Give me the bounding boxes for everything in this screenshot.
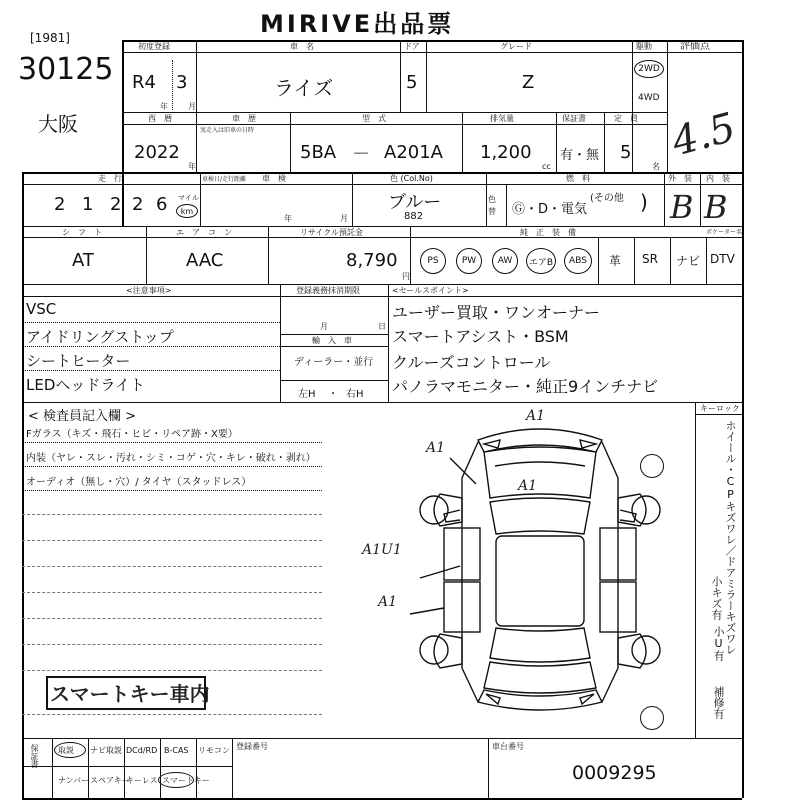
header-displacement: 排気量 [490, 114, 514, 123]
color-number: 882 [404, 211, 424, 222]
interior-grade: B [704, 188, 728, 226]
note-4: LEDヘッドライト [26, 376, 145, 394]
header-equip-note: ポケーター名 [706, 229, 743, 236]
margin-circle-top [640, 454, 664, 478]
bottom-navi-manual: ナビ取説 [90, 746, 122, 755]
bottom-smart-key-circle [158, 772, 194, 788]
bottom-remote: リモコン [198, 746, 230, 755]
lr-separator: ・ [328, 389, 338, 400]
smart-key-stamp-text: スマートキー車内 [50, 682, 210, 706]
equip-aw: AW [492, 248, 518, 274]
header-model-year: 西 暦 [148, 114, 172, 123]
year-code: [1981] [30, 31, 70, 45]
header-recycle: リサイクル預託金 [300, 228, 363, 237]
chassis-number: 0009295 [572, 762, 657, 784]
margin-circle-bottom [640, 706, 664, 730]
bottom-cd-rd: DCd/RD [126, 746, 158, 755]
reg-month-label: 月 [320, 322, 328, 331]
inspection-line-2: 内装（ヤレ・スレ・汚れ・シミ・コゲ・穴・キレ・破れ・剥れ） [26, 453, 316, 464]
car-damage-diagram [400, 418, 680, 718]
header-equipment: 純 正 装 備 [520, 228, 576, 237]
header-reg-date: 登録義務抹消期限 [296, 286, 360, 295]
equip-pw: PW [456, 248, 482, 274]
inspection-year-label: 年 [284, 214, 292, 223]
reg-month-label: 月 [188, 102, 196, 111]
capacity: 5 [620, 142, 632, 163]
grade: Z [522, 72, 535, 93]
header-type: 型 式 [362, 114, 386, 123]
recycle-fee: 8,790 [346, 250, 398, 271]
header-interior: 内 装 [706, 174, 730, 183]
dealer-parallel: ディーラー・並行 [294, 357, 374, 368]
mileage-digit-3: 2 [110, 194, 122, 215]
header-first-reg: 初度登録 [138, 42, 170, 51]
equip-dtv: DTV [710, 252, 735, 266]
side-note-repair: 補修有 [712, 686, 725, 719]
mileage-digit-4: 2 [132, 194, 144, 215]
car-name: ライズ [274, 76, 334, 100]
left-hand: 左H [298, 389, 316, 400]
note-3: シートヒーター [26, 352, 131, 370]
mileage-unit-mile: マイル [178, 194, 199, 202]
header-key-lock: キーロック [700, 404, 740, 413]
damage-mark-1: A1 [526, 408, 546, 424]
bottom-keyless: キーレス [126, 776, 158, 785]
header-aircon: エ ア コ ン [176, 228, 232, 237]
damage-mark-2: A1 [426, 440, 446, 456]
side-note-dent: 小U有 [712, 626, 725, 661]
header-grade: グレード [500, 42, 532, 51]
mileage-unit-km: km [176, 204, 198, 218]
lot-number: 30125 [18, 52, 114, 87]
capacity-unit: 名 [652, 162, 660, 171]
drive-2wd-option: 2WD [634, 60, 664, 78]
damage-mark-4: A1U1 [362, 542, 402, 558]
reg-year-label: 年 [160, 102, 168, 111]
header-rating: 評価点 [680, 41, 710, 52]
damage-mark-5: A1 [378, 594, 398, 610]
header-warranty: 保証書 [562, 114, 586, 123]
header-exterior: 外 装 [668, 174, 692, 183]
side-note-scratch: 小キズ有 [710, 576, 723, 620]
header-fuel: 燃 料 [566, 174, 590, 183]
damage-mark-3: A1 [518, 478, 538, 494]
recycle-yen: 円 [402, 272, 410, 281]
header-notes: <注意事項> [126, 286, 172, 295]
bottom-row-label: 保証書 [30, 744, 39, 768]
header-car-name: 車 名 [290, 42, 314, 51]
model-year-unit: 年 [188, 162, 196, 171]
header-mileage-sub: 車検日/走行距離 [202, 176, 247, 183]
sell-point-2: スマートアシスト・BSM [392, 327, 569, 346]
note-2: アイドリングストップ [26, 328, 174, 346]
right-hand: 右H [346, 389, 364, 400]
bottom-plate: ナンバー [58, 776, 90, 785]
bottom-bcas: B-CAS [164, 746, 189, 755]
displacement: 1,200 [480, 142, 532, 163]
header-history-sub: 実走入は旧車の日時 [200, 127, 255, 134]
equip-sr: SR [642, 252, 658, 266]
header-history: 車 歴 [232, 114, 256, 123]
mileage-digit-2: 1 [82, 194, 94, 215]
bottom-smart-key: スマートキー [162, 776, 210, 785]
equip-navi: ナビ [676, 254, 701, 268]
header-drive: 駆動 [636, 42, 652, 51]
fuel-options: Ⓖ・D・電気 [512, 202, 588, 217]
equip-ps: PS [420, 248, 446, 274]
drive-4wd-option: 4WD [638, 93, 660, 103]
reg-day-label: 日 [378, 322, 386, 331]
header-sell-points: <セールスポイント> [392, 286, 469, 295]
bottom-spare-key: スペアキー [90, 776, 130, 785]
reg-era: R4 [132, 72, 156, 93]
equip-abs: ABS [564, 248, 592, 274]
header-chassis: 車台番号 [492, 742, 524, 751]
header-inspection: 車 検 [262, 174, 286, 183]
bottom-manual-circle [54, 742, 86, 758]
header-door: ドア [404, 42, 420, 51]
sell-point-1: ユーザー買取・ワンオーナー [392, 303, 601, 322]
aircon: AAC [186, 250, 224, 271]
equip-airbag: エアB [526, 248, 556, 274]
header-bottom-reg: 登録番号 [236, 742, 268, 751]
shift: AT [72, 250, 94, 271]
displacement-unit: cc [542, 162, 551, 171]
type-prefix: 5BA [300, 142, 337, 163]
equip-leather: 革 [609, 254, 622, 268]
mileage-digit-5: 6 [156, 194, 168, 215]
header-capacity: 定 員 [614, 114, 638, 123]
side-note-wheel: ホイール・CPキズワレ／ドアミラーキズワレ [724, 420, 737, 655]
bottom-manual: 取説 [58, 746, 74, 755]
header-color: 色 (Col.No) [390, 174, 433, 183]
venue: 大阪 [38, 112, 78, 136]
mileage-digit-1: 2 [54, 194, 66, 215]
header-inspector: < 検査員記入欄 > [28, 409, 137, 424]
fuel-other: (その他 [590, 193, 624, 204]
header-import: 輸 入 車 [312, 336, 352, 345]
color-change-label: 色替 [488, 195, 496, 216]
type-dash: － [352, 144, 370, 165]
sell-point-3: クルーズコントロール [392, 353, 551, 372]
model-year: 2022 [134, 142, 180, 163]
exterior-grade: B [670, 188, 694, 226]
inspection-line-3: オーディオ（無し・穴）/ タイヤ（スタッドレス） [26, 477, 252, 488]
rating-value: 4.5 [667, 104, 741, 166]
fuel-close-paren: ) [640, 190, 648, 214]
type-code: A201A [384, 142, 443, 163]
reg-month: 3 [176, 72, 188, 93]
sheet-title: MIRIVE出品票 [260, 10, 455, 38]
sell-point-4: パノラマモニター・純正9インチナビ [392, 377, 659, 396]
note-1: VSC [26, 300, 57, 318]
header-mileage: 走 行 [98, 174, 122, 183]
warranty: 有・無 [560, 148, 600, 163]
inspection-line-1: Fガラス（キズ・飛石・ヒビ・リペア跡・X要） [26, 429, 238, 440]
doors: 5 [406, 72, 418, 93]
inspection-month-label: 月 [340, 214, 348, 223]
header-shift: シ フ ト [62, 228, 102, 237]
color: ブルー [388, 192, 442, 213]
